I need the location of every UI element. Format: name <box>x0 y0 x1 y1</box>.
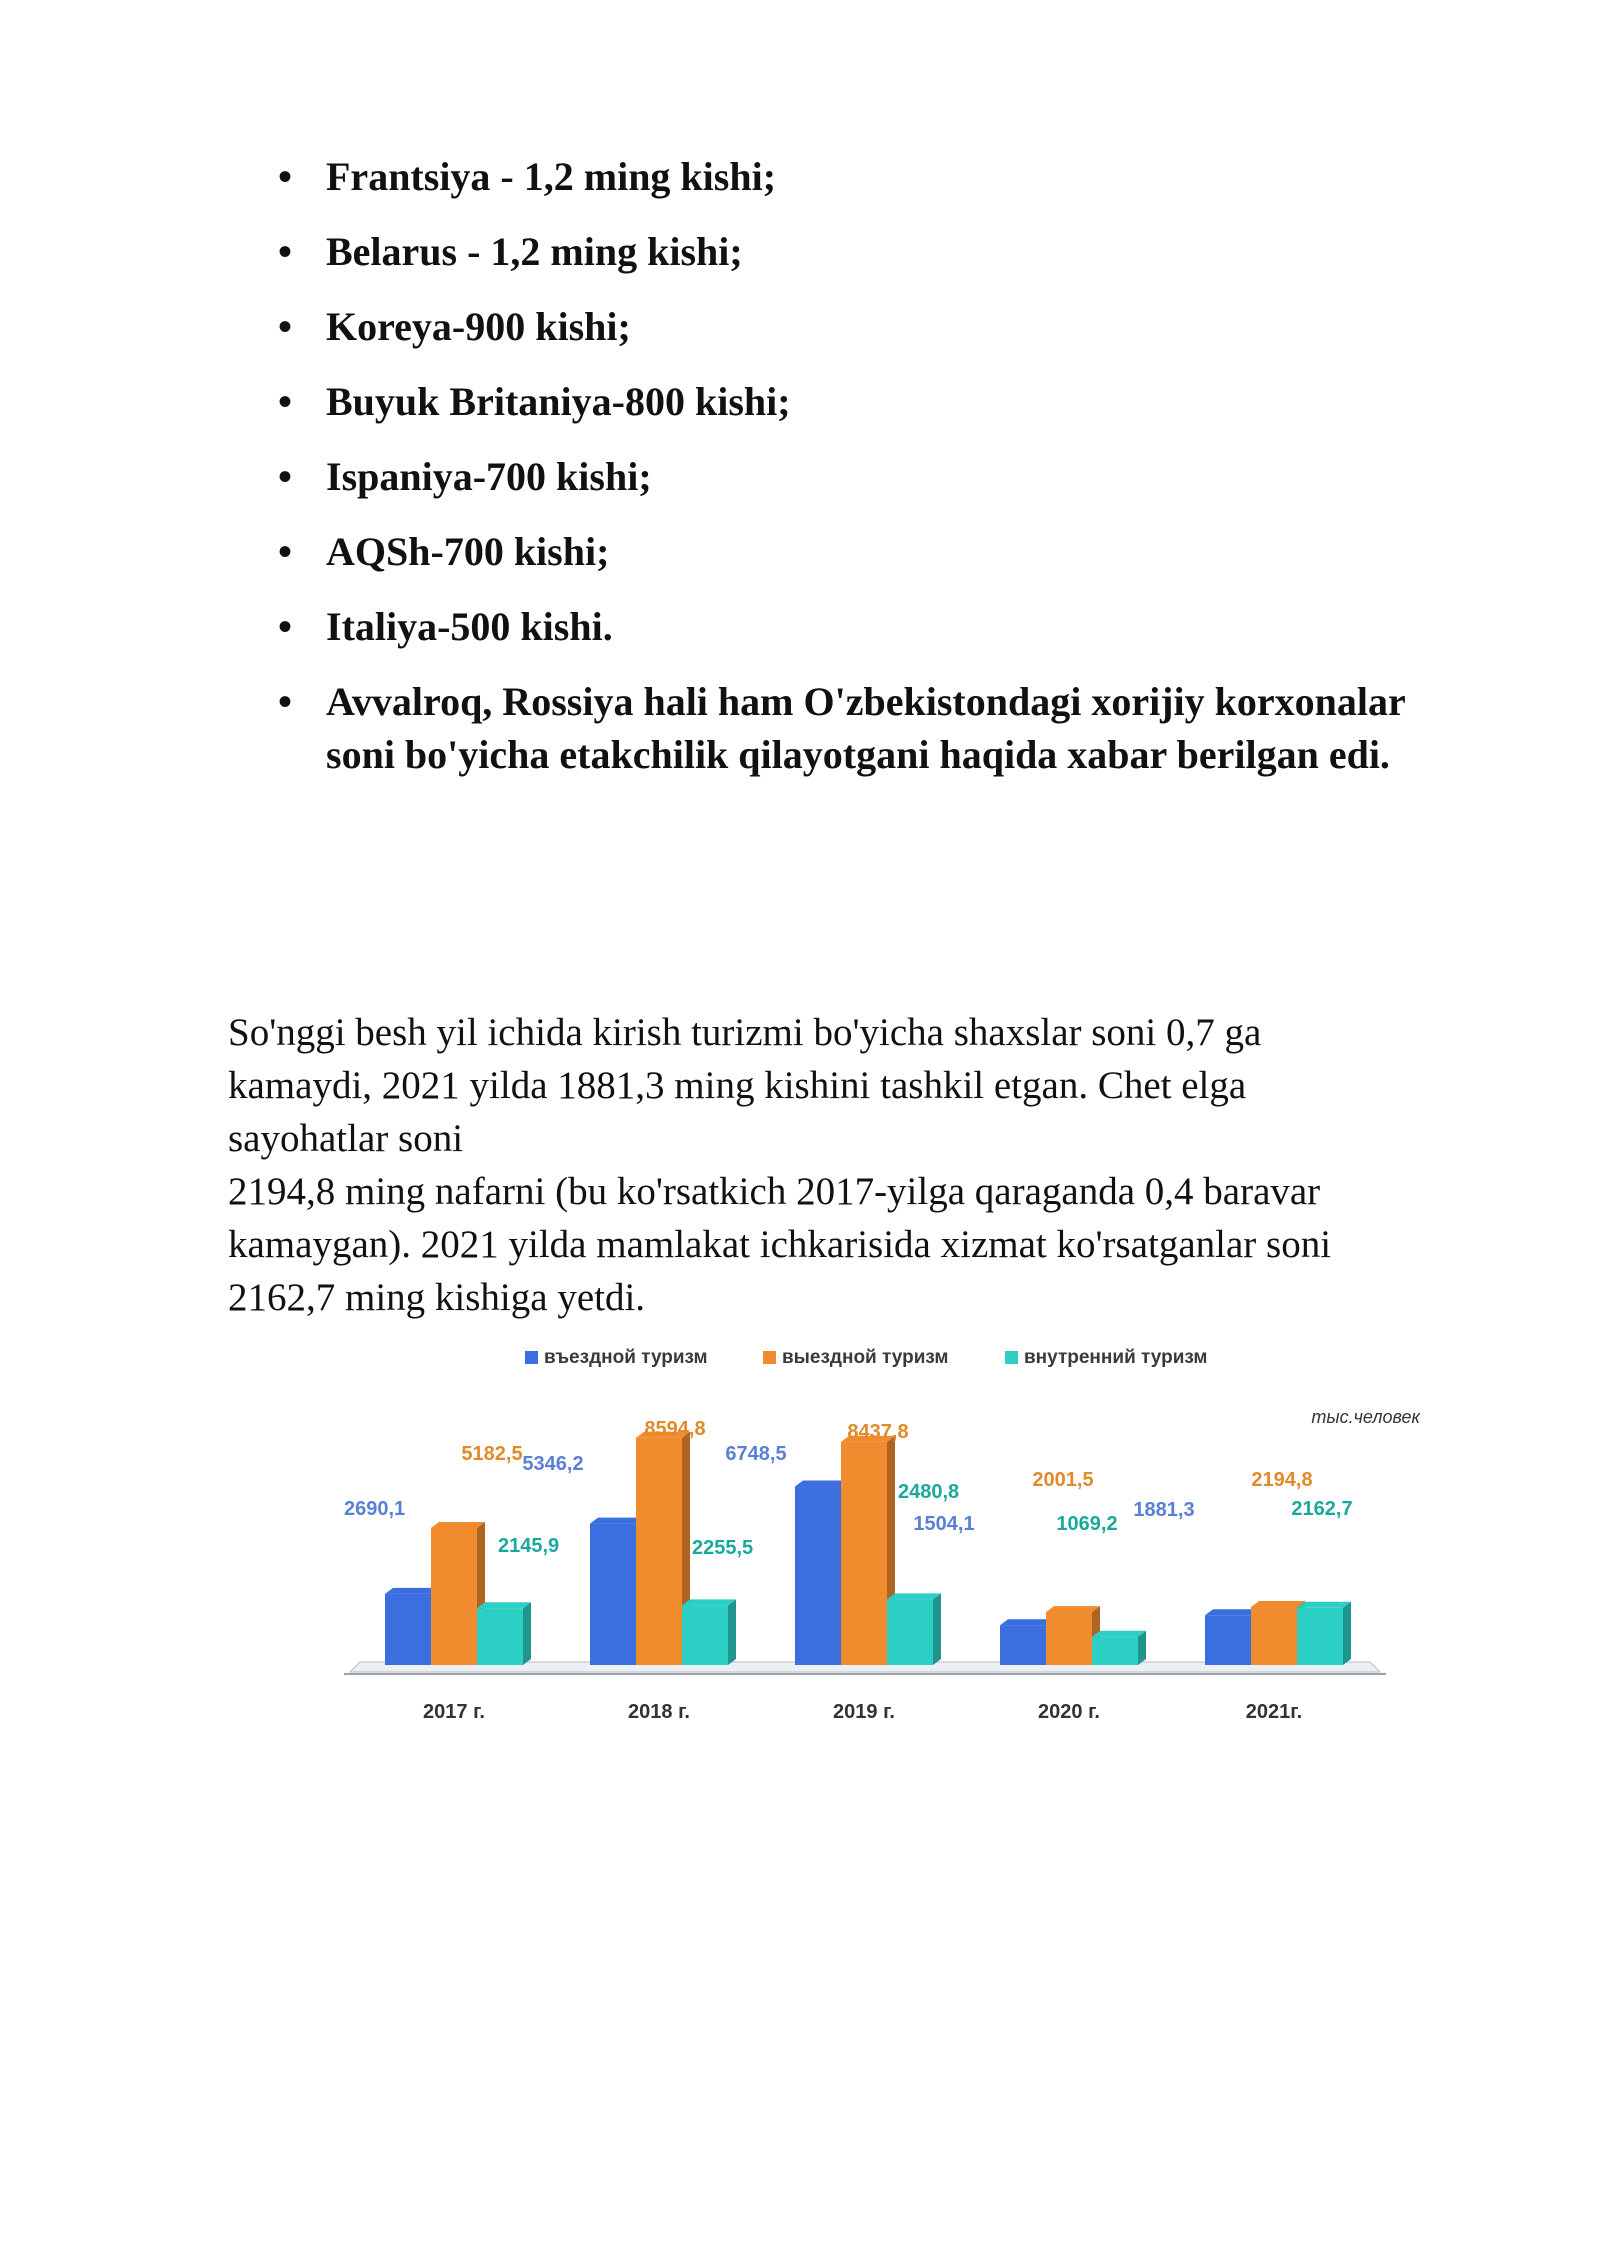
bar <box>431 1528 477 1665</box>
bullet-text: Buyuk Britaniya-800 kishi; <box>326 379 791 424</box>
bullet-item <box>270 300 1470 353</box>
data-label: 2255,5 <box>692 1537 754 1559</box>
legend-label: выездной туризм <box>782 1347 949 1368</box>
bar-top <box>1000 1619 1054 1625</box>
bullet-text: Ispaniya-700 kishi; <box>326 454 652 499</box>
category-label: 2021г. <box>1245 1701 1303 1723</box>
data-label: 2145,9 <box>498 1535 560 1557</box>
bar-top <box>1297 1602 1351 1608</box>
bar <box>795 1487 841 1665</box>
bar <box>590 1524 636 1665</box>
category-label: 2017 г. <box>423 1701 485 1723</box>
bar-top <box>682 1599 736 1605</box>
legend-swatch <box>763 1351 776 1364</box>
bullet-item <box>270 375 1470 428</box>
bullet-item <box>270 525 1470 578</box>
data-label: 8437,8 <box>847 1421 909 1443</box>
bar <box>1297 1608 1343 1665</box>
paragraph-line: kamaydi, 2021 yilda 1881,3 ming kishini tashkil etgan. Chet elga <box>228 1064 1247 1107</box>
bar <box>682 1605 728 1665</box>
bullet-dot: • <box>278 679 293 724</box>
bar-top <box>477 1602 531 1608</box>
bar-top <box>795 1481 849 1487</box>
bullet-dot: • <box>278 304 293 349</box>
bar-top <box>1251 1601 1305 1607</box>
bullet-item <box>270 150 1470 203</box>
bar <box>477 1608 523 1665</box>
data-label: 5182,5 <box>461 1443 523 1465</box>
data-label: 2480,8 <box>898 1481 960 1503</box>
bar <box>1205 1615 1251 1665</box>
legend-swatch <box>525 1351 538 1364</box>
bar <box>1251 1607 1297 1665</box>
paragraph-line: sayohatlar soni <box>228 1117 464 1160</box>
category-label: 2019 г. <box>833 1701 895 1723</box>
bullet-dot: • <box>278 529 293 574</box>
bullet-dot: • <box>278 454 293 499</box>
bar-side <box>933 1593 941 1665</box>
bar <box>887 1599 933 1665</box>
bullet-text: Frantsiya - 1,2 ming kishi; <box>326 154 777 199</box>
bullet-list <box>270 150 1470 803</box>
unit-label: тыс.человек <box>1311 1407 1420 1427</box>
data-label: 8594,8 <box>644 1418 706 1440</box>
bar <box>841 1442 887 1665</box>
bullet-item <box>270 225 1470 278</box>
bullet-text: Koreya-900 kishi; <box>326 304 631 349</box>
bullet-text: Belarus - 1,2 ming kishi; <box>326 229 743 274</box>
paragraph-line: So'nggi besh yil ichida kirish turizmi bo'yicha shaxslar soni 0,7 ga <box>228 1011 1262 1054</box>
data-label: 2194,8 <box>1251 1469 1313 1491</box>
bullet-text: Avvalroq, Rossiya hali ham O'zbekistondagi xorijiy korxonalar soni bo'yicha etakchilik qilayotgani haqida xabar berilgan edi. <box>326 679 1406 777</box>
body-paragraph <box>228 1006 1468 1324</box>
legend-swatch <box>1005 1351 1018 1364</box>
data-label: 2001,5 <box>1032 1469 1094 1491</box>
bullet-dot: • <box>278 154 293 199</box>
bullet-dot: • <box>278 229 293 274</box>
legend-label: въездной туризм <box>544 1347 708 1368</box>
data-label: 1881,3 <box>1133 1499 1195 1521</box>
data-label: 5346,2 <box>522 1453 584 1475</box>
bullet-text: Italiya-500 kishi. <box>326 604 613 649</box>
bullet-text: AQSh-700 kishi; <box>326 529 610 574</box>
bullet-dot: • <box>278 604 293 649</box>
data-label: 2162,7 <box>1291 1498 1353 1520</box>
bullet-item <box>270 675 1470 781</box>
category-label: 2018 г. <box>628 1701 690 1723</box>
category-label: 2020 г. <box>1038 1701 1100 1723</box>
bar-top <box>385 1588 439 1594</box>
bar <box>1092 1637 1138 1665</box>
bar-top <box>1092 1631 1146 1637</box>
tourism-bar-chart <box>320 1340 1440 1740</box>
bar-side <box>523 1602 531 1665</box>
data-label: 1504,1 <box>913 1513 975 1535</box>
bar <box>1000 1625 1046 1665</box>
bar <box>1046 1612 1092 1665</box>
bar-top <box>431 1522 485 1528</box>
bar-side <box>1138 1631 1146 1665</box>
bar-side <box>1343 1602 1351 1665</box>
paragraph-line: kamaygan). 2021 yilda mamlakat ichkarisida xizmat ko'rsatganlar soni <box>228 1223 1332 1266</box>
bullet-item <box>270 450 1470 503</box>
bar-top <box>590 1518 644 1524</box>
bar <box>385 1594 431 1665</box>
data-label: 1069,2 <box>1056 1513 1118 1535</box>
bar-top <box>1046 1606 1100 1612</box>
bar <box>636 1438 682 1665</box>
paragraph-line: 2194,8 ming nafarni (bu ko'rsatkich 2017-yilga qaraganda 0,4 baravar <box>228 1170 1321 1213</box>
data-label: 2690,1 <box>344 1498 406 1520</box>
bar-top <box>1205 1609 1259 1615</box>
bullet-dot: • <box>278 379 293 424</box>
legend-label: внутренний туризм <box>1024 1347 1208 1368</box>
bullet-item <box>270 600 1470 653</box>
bar-top <box>887 1593 941 1599</box>
paragraph-line: 2162,7 ming kishiga yetdi. <box>228 1276 646 1319</box>
data-label: 6748,5 <box>725 1443 787 1465</box>
bar-side <box>728 1599 736 1665</box>
